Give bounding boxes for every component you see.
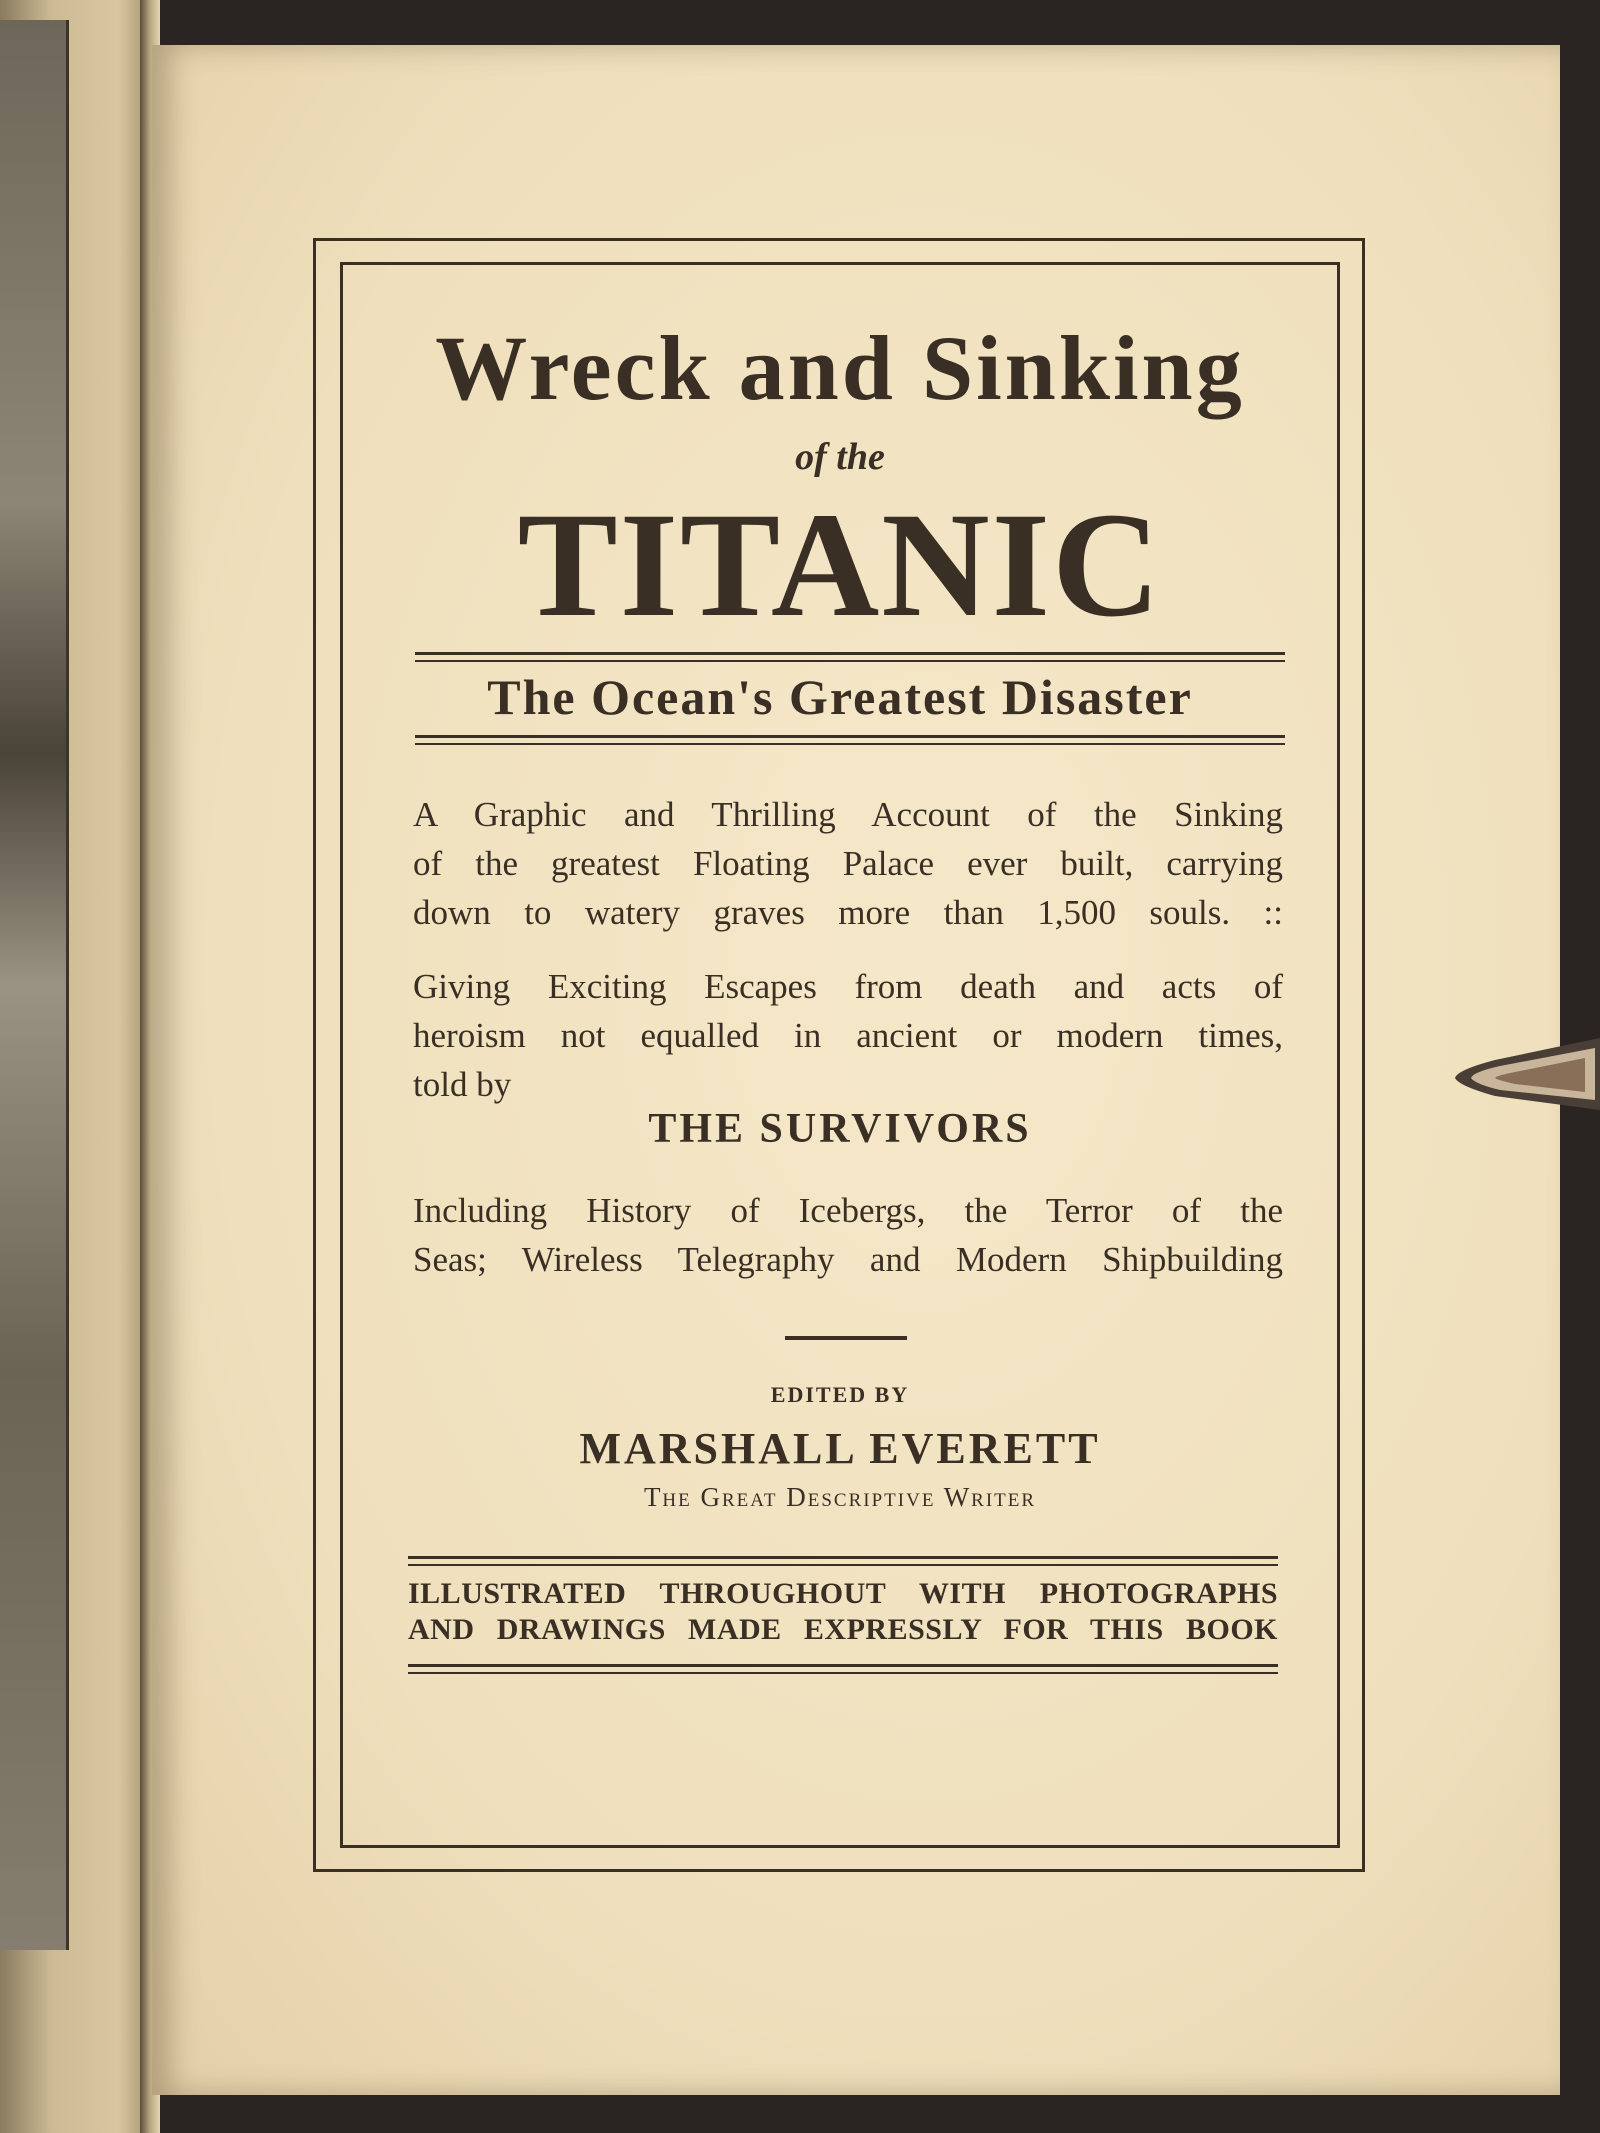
text-line: ILLUSTRATED THROUGHOUT WITH PHOTOGRAPHS (408, 1577, 1278, 1610)
title-line-1: Wreck and Sinking (435, 317, 1245, 419)
rule-below-subtitle (415, 735, 1285, 745)
illustrated-note (408, 1576, 1278, 1648)
subtitle: The Ocean's Greatest Disaster (487, 669, 1193, 725)
rule-above-illustrated (408, 1556, 1278, 1566)
text-line: down to watery graves more than 1,500 souls. :: (413, 893, 1283, 932)
text-line: of the greatest Floating Palace ever built, carrying (413, 844, 1283, 883)
short-divider (785, 1336, 907, 1340)
description-paragraph-1 (413, 790, 1283, 937)
text-line: A Graphic and Thrilling Account of the Sinking (413, 795, 1283, 834)
frontispiece-photo (0, 20, 69, 1950)
text-line: Giving Exciting Escapes from death and acts of (413, 967, 1283, 1006)
text-line: Including History of Icebergs, the Terror of the (413, 1191, 1283, 1230)
description-paragraph-2 (413, 962, 1283, 1109)
left-facing-page (0, 0, 148, 2133)
edited-by-label: EDITED BY (770, 1382, 910, 1407)
title-main: TITANIC (517, 482, 1163, 648)
pen-nib (1455, 1030, 1600, 1114)
rule-above-subtitle (415, 652, 1285, 662)
text-line: AND DRAWINGS MADE EXPRESSLY FOR THIS BOOK (408, 1613, 1278, 1646)
title-line-2: of the (795, 436, 885, 478)
author-description: The Great Descriptive Writer (643, 1482, 1037, 1512)
rule-below-illustrated (408, 1664, 1278, 1674)
text-line: heroism not equalled in ancient or modern times, (413, 1016, 1283, 1055)
description-paragraph-3 (413, 1186, 1283, 1284)
text-line: told by (413, 1065, 512, 1104)
survivors-heading: THE SURVIVORS (648, 1106, 1032, 1152)
text-line: Seas; Wireless Telegraphy and Modern Shipbuilding (413, 1240, 1283, 1279)
author-name: MARSHALL EVERETT (579, 1424, 1101, 1473)
